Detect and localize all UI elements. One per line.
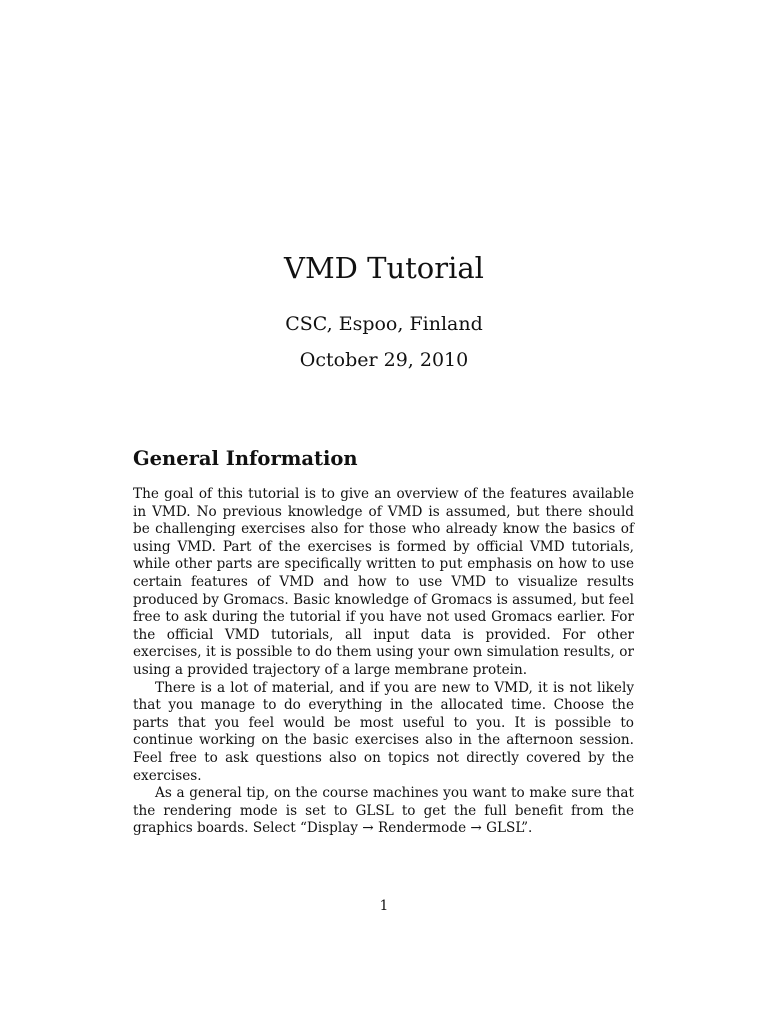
section-heading: General Information [133,447,358,470]
paragraph-1: The goal of this tutorial is to give an overview of the features available in VMD. No previous knowledge of VMD is assumed, but there should be challenging exercises also for those who already know the basics of using VMD. Part of the exercises is formed by official VMD tutorials, while other parts are specifically written to put emphasis on how to use certain features of VMD and how to use VMD to visualize results produced by Gromacs. Basic knowledge of Gromacs is assumed, but feel free to ask during the tutorial if you have not used Gromacs earlier. For the official VMD tutorials, all input data is provided. For other exercises, it is possible to do them using your own simulation results, or using a provided trajectory of a large membrane protein. [133,486,634,678]
document-date: October 29, 2010 [299,349,469,371]
paragraph-3: As a general tip, on the course machines you want to make sure that the rendering mode is set to GLSL to get the full benefit from the graphics boards. Select “Display → Rendermode → GLSL”. [133,785,634,837]
document-affiliation: CSC, Espoo, Finland [285,313,483,335]
section-body [133,486,634,838]
document-title: VMD Tutorial [284,251,484,285]
page-number: 1 [379,898,389,914]
paragraph-2: There is a lot of material, and if you are new to VMD, it is not likely that you manage to do everything in the allocated time. Choose the parts that you feel would be most useful to you. It is possible to continue working on the basic exercises also in the afternoon session. Feel free to ask questions also on topics not directly covered by the exercises. [133,679,634,784]
